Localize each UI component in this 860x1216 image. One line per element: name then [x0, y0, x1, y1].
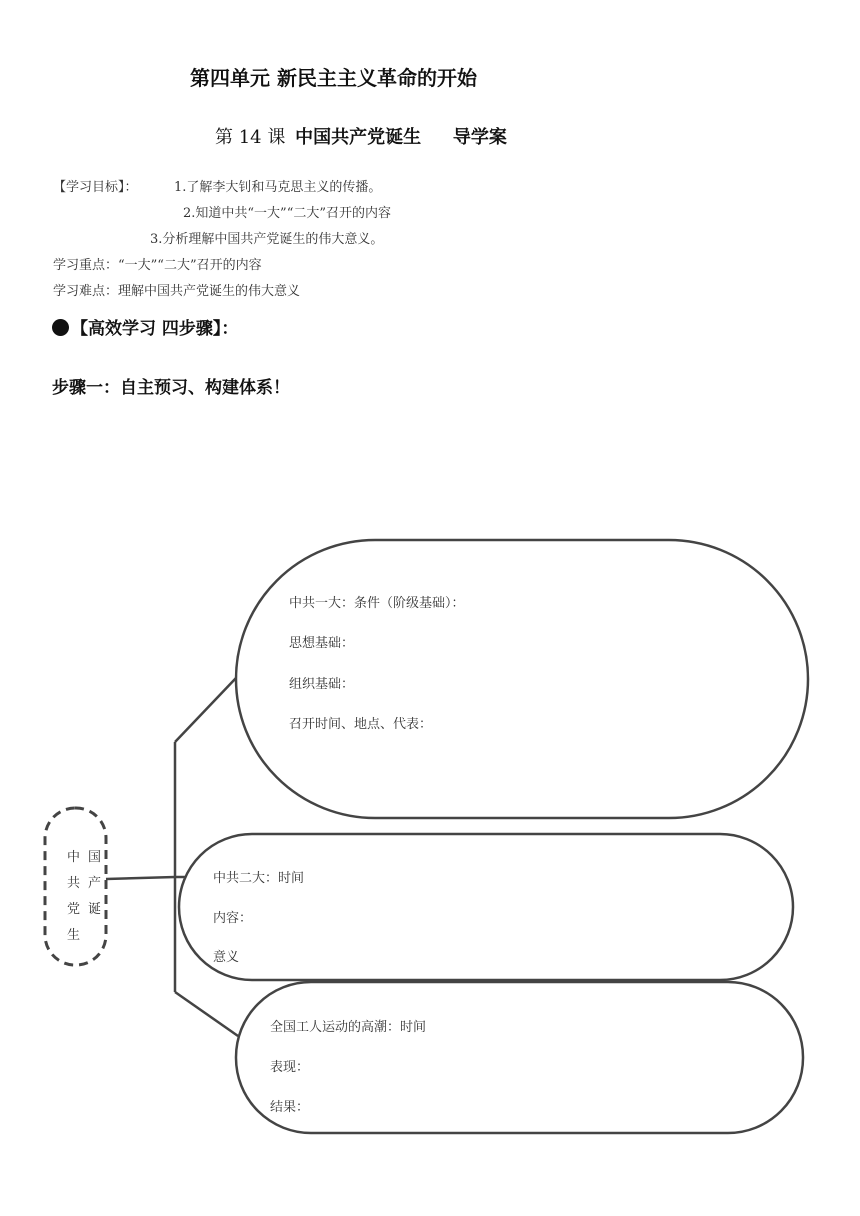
objective-item-2: 2.知道中共“一大”“二大”召开的内容 — [183, 206, 391, 221]
box1-line-4: 召开时间、地点、代表： — [289, 717, 433, 732]
connector-center — [106, 877, 175, 879]
box3-outline — [236, 982, 803, 1133]
lesson-number: 第 14 课 — [215, 127, 286, 148]
connector-box3 — [175, 992, 238, 1036]
box1-line-3: 组织基础： — [289, 677, 355, 692]
center-char: 国 — [88, 850, 102, 865]
box1-line-2: 思想基础： — [289, 636, 355, 651]
box2-line-3: 意义 — [213, 950, 240, 965]
box2-line-1: 中共二大：时间 — [213, 871, 305, 886]
center-char: 产 — [88, 876, 102, 891]
center-char: 党 — [67, 902, 81, 917]
connector-box1 — [175, 678, 236, 742]
center-char: 中 — [67, 850, 81, 865]
objective-item-3: 3.分析理解中国共产党诞生的伟大意义。 — [150, 232, 384, 247]
key-point: 学习重点：“一大”“二大”召开的内容 — [53, 258, 262, 273]
center-char: 生 — [67, 928, 81, 943]
step-one-heading: 步骤一：自主预习、构建体系！ — [52, 378, 290, 398]
box3-line-3: 结果： — [270, 1100, 310, 1115]
lesson-suffix: 导学案 — [452, 127, 507, 148]
box1-line-1: 中共一大：条件（阶级基础）： — [289, 596, 465, 611]
box2-line-2: 内容： — [213, 911, 253, 926]
difficulty: 学习难点：理解中国共产党诞生的伟大意义 — [53, 284, 301, 299]
box3-line-1: 全国工人运动的高潮：时间 — [270, 1020, 427, 1035]
center-char: 诞 — [88, 902, 102, 917]
objectives-label: 【学习目标】： — [53, 180, 138, 195]
objective-item-1: 1.了解李大钊和马克思主义的传播。 — [174, 180, 382, 195]
box2-outline — [179, 834, 793, 980]
lesson-name: 中国共产党诞生 — [295, 127, 422, 148]
box3-line-2: 表现： — [270, 1060, 310, 1075]
center-char: 共 — [67, 876, 81, 891]
unit-title: 第四单元 新民主主义革命的开始 — [190, 66, 477, 90]
method-heading-text: 【高效学习 四步骤】： — [71, 319, 239, 339]
